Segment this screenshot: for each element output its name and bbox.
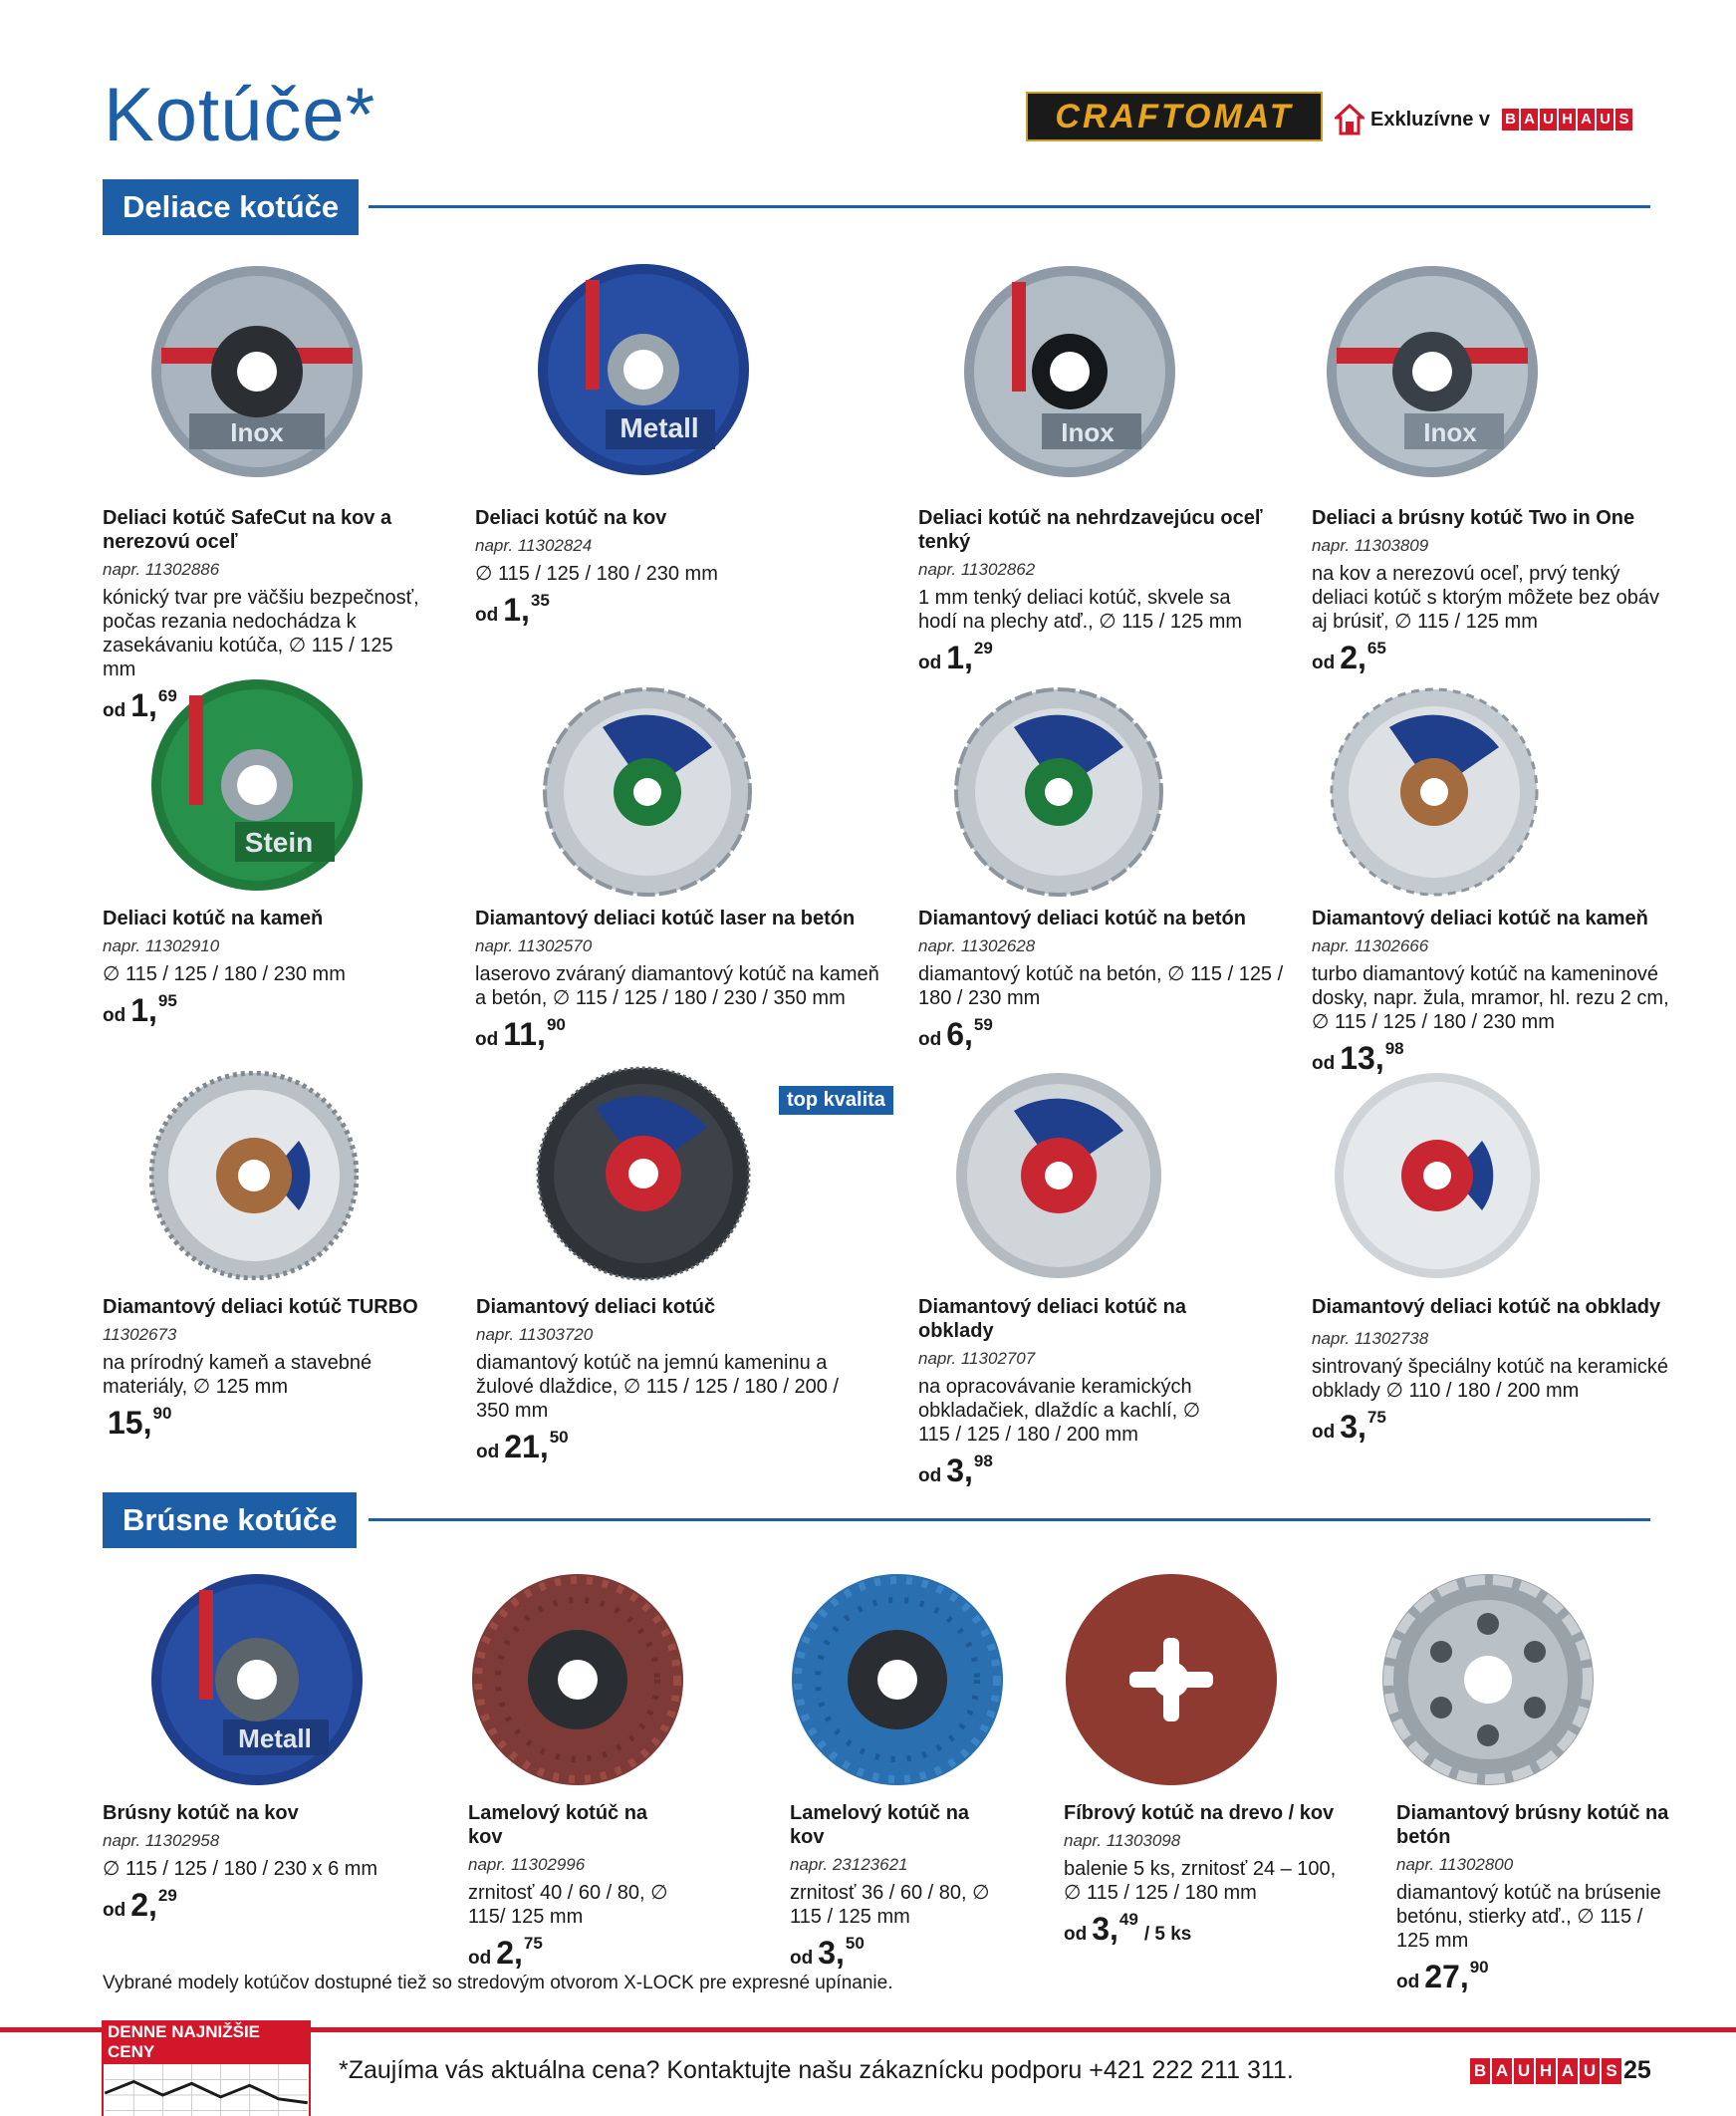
disc-image-diamond-laser	[543, 687, 752, 897]
product-card	[103, 506, 431, 723]
product-description: diamantový kotúč na jemnú kameninu a žulové dlaždice, ∅ 115 / 125 / 180 / 200 / 350 mm	[476, 1352, 839, 1422]
bauhaus-footer-logo: B A U H A U S	[1470, 2058, 1621, 2084]
house-icon	[1335, 104, 1364, 135]
product-name: Deliaci kotúč SafeCut na kov a nerezovú oceľ	[103, 507, 392, 553]
product-price: od 1, 69	[103, 686, 177, 723]
product-code: napr. 11302824	[475, 536, 593, 555]
product-name: Brúsny kotúč na kov	[103, 1802, 299, 1824]
product-name: Lamelový kotúč na kov	[790, 1802, 970, 1848]
product-name: Lamelový kotúč na kov	[468, 1802, 648, 1848]
product-card	[1064, 1801, 1353, 1947]
product-card	[1312, 907, 1680, 1076]
product-price: od 27, 90	[1396, 1958, 1489, 1994]
product-code: napr. 11302738	[1312, 1329, 1429, 1348]
product-description: laserovo zváraný diamantový kotúč na kameň a betón, ∅ 115 / 125 / 180 / 230 / 350 mm	[475, 963, 879, 1009]
disc-label: Inox	[1423, 417, 1477, 447]
product-description: kónický tvar pre väčšiu bezpečnosť, počas rezania nedochádza k zasekávaniu kotúča, ∅ 115 / 125 mm	[103, 587, 419, 680]
product-description: na prírodný kameň a stavebné materiály, ∅ 125 mm	[103, 1352, 372, 1398]
disc-image-obklady-2	[1333, 1071, 1542, 1280]
product-card	[468, 1801, 687, 1971]
exclusive-label: Exkluzívne v	[1370, 108, 1491, 131]
product-description: zrnitosť 40 / 60 / 80, ∅ 115/ 125 mm	[468, 1882, 668, 1928]
disc-label: Stein	[244, 827, 314, 858]
product-price: od 13, 98	[1312, 1039, 1404, 1076]
disc-label: Inox	[230, 417, 284, 447]
product-price: od 3, 49 / 5 ks	[1064, 1910, 1192, 1947]
product-description: sintrovaný špeciálny kotúč na keramické obklady ∅ 110 / 180 / 200 mm	[1312, 1356, 1668, 1402]
product-description: diamantový kotúč na betón, ∅ 115 / 125 / 180 / 230 mm	[918, 963, 1284, 1009]
product-code: napr. 11303720	[476, 1325, 594, 1344]
product-description: na kov a nerezovú oceľ, prvý tenký deliaci kotúč s ktorým môžete bez obáv aj brúsiť, ∅ 115 / 125 mm	[1312, 563, 1660, 633]
disc-image-diamond-beton	[954, 687, 1163, 897]
product-name: Deliaci a brúsny kotúč Two in One	[1312, 507, 1635, 529]
product-card	[918, 506, 1267, 675]
product-name: Deliaci kotúč na kameň	[103, 908, 324, 929]
product-card	[1396, 1801, 1675, 1994]
product-card	[103, 1295, 431, 1441]
product-card	[1312, 1295, 1680, 1445]
product-card	[475, 506, 873, 628]
disc-image-two-in-one	[1325, 264, 1540, 479]
contact-line: *Zaujíma vás aktuálna cena? Kontaktujte našu zákaznícku podporu +421 222 211 311.	[339, 2056, 1294, 2084]
lowest-prices-badge	[102, 2020, 311, 2116]
disc-label: Metall	[238, 1723, 312, 1753]
product-code: napr. 23123621	[790, 1855, 908, 1874]
xlock-note: Vybrané modely kotúčov dostupné tiež so stredovým otvorom X-LOCK pre expresné upínanie.	[103, 1973, 893, 1993]
product-name: Diamantový deliaci kotúč na obklady	[918, 1296, 1186, 1342]
product-description: diamantový kotúč na brúsenie betónu, stierky atď., ∅ 115 / 125 mm	[1396, 1882, 1661, 1952]
section-cutting-discs: Deliace kotúče	[103, 179, 359, 235]
product-card	[1312, 506, 1670, 675]
product-price: od 1, 29	[918, 639, 993, 675]
product-name: Diamantový deliaci kotúč na kameň	[1312, 908, 1648, 929]
product-price: od 1, 95	[103, 991, 177, 1028]
product-code: 11302673	[103, 1325, 177, 1344]
product-name: Diamantový deliaci kotúč na obklady	[1312, 1296, 1661, 1318]
product-description: turbo diamantový kotúč na kameninové dosky, napr. žula, mramor, hl. rezu 2 cm, ∅ 115 / 125 / 180 / 230 mm	[1312, 963, 1669, 1033]
disc-image-lamelovy-hnedy	[470, 1572, 685, 1787]
disc-image-inox-thin	[962, 264, 1177, 479]
disc-image-turbo	[149, 1071, 359, 1280]
section-rule	[369, 205, 1650, 208]
product-price: od 2, 65	[1312, 639, 1386, 675]
product-code: napr. 11302996	[468, 1855, 586, 1874]
product-code: napr. 11302886	[103, 560, 220, 579]
product-name: Diamantový deliaci kotúč na betón	[918, 908, 1246, 929]
product-code: napr. 11302862	[918, 560, 1036, 579]
disc-image-brusny-kov	[149, 1572, 365, 1787]
product-price: od 1, 35	[475, 591, 550, 628]
disc-label: Inox	[1061, 417, 1115, 447]
bauhaus-logo: B A U H A U S	[1502, 109, 1632, 131]
top-quality-badge: top kvalita	[779, 1086, 893, 1115]
craftomat-logo-text: CRAFTOMAT	[1055, 97, 1294, 135]
product-code: napr. 11303809	[1312, 536, 1429, 555]
disc-image-fibrovy	[1064, 1572, 1279, 1787]
disc-image-diamond-brusny	[1380, 1572, 1596, 1787]
product-name: Deliaci kotúč na kov	[475, 507, 667, 529]
product-code: napr. 11302958	[103, 1831, 220, 1850]
product-code: napr. 11302910	[103, 936, 220, 955]
product-card	[918, 1295, 1237, 1488]
product-card	[103, 907, 461, 1028]
product-code: napr. 11302628	[918, 936, 1036, 955]
product-card	[103, 1801, 401, 1923]
exclusive-badge	[1335, 104, 1632, 135]
product-name: Diamantový deliaci kotúč TURBO	[103, 1296, 418, 1318]
disc-image-diamond-kamen	[1330, 687, 1539, 897]
disc-image-metall	[536, 262, 751, 477]
product-description: ∅ 115 / 125 / 180 / 230 x 6 mm	[103, 1858, 378, 1880]
product-description: 1 mm tenký deliaci kotúč, skvele sa hodí na plechy atď., ∅ 115 / 125 mm	[918, 587, 1243, 633]
product-code: napr. 11302800	[1396, 1855, 1514, 1874]
product-card	[476, 1295, 874, 1464]
product-name: Diamantový brúsny kotúč na betón	[1396, 1802, 1669, 1848]
product-description: ∅ 115 / 125 / 180 / 230 mm	[475, 563, 718, 585]
product-name: Deliaci kotúč na nehrdzavejúcu oceľ tenký	[918, 507, 1263, 553]
product-price: od 11, 90	[475, 1015, 566, 1052]
page-number: 25	[1623, 2056, 1651, 2084]
product-card	[918, 907, 1287, 1052]
lowest-prices-label: DENNE NAJNIŽŠIE CENY	[102, 2020, 311, 2064]
product-price: od 3, 50	[790, 1934, 865, 1971]
product-price: od 6, 59	[918, 1015, 993, 1052]
product-name: Diamantový deliaci kotúč	[476, 1296, 716, 1318]
product-price: od 21, 50	[476, 1428, 569, 1464]
product-price: od 2, 29	[103, 1886, 177, 1923]
product-price: od 3, 75	[1312, 1408, 1386, 1445]
product-price: od 3, 98	[918, 1452, 993, 1488]
section-rule	[369, 1518, 1650, 1521]
price-chart-icon	[102, 2064, 311, 2116]
product-description: na opracovávanie keramických obkladačiek, dlaždíc a kachlí, ∅ 115 / 125 / 180 / 200 mm	[918, 1376, 1201, 1446]
product-code: napr. 11302666	[1312, 936, 1429, 955]
product-price: od 2, 75	[468, 1934, 543, 1971]
craftomat-logo	[1026, 92, 1323, 141]
section-grinding-discs: Brúsne kotúče	[103, 1492, 357, 1548]
product-code: napr. 11302570	[475, 936, 593, 955]
product-card	[475, 907, 893, 1052]
disc-label: Metall	[620, 412, 699, 443]
disc-image-lamelovy-modry	[790, 1572, 1005, 1787]
product-price: 15, 90	[108, 1404, 172, 1441]
product-name: Diamantový deliaci kotúč laser na betón	[475, 908, 856, 929]
page-title: Kotúče*	[104, 73, 376, 157]
product-description: balenie 5 ks, zrnitosť 24 – 100, ∅ 115 / 125 / 180 mm	[1064, 1858, 1337, 1904]
product-description: ∅ 115 / 125 / 180 / 230 mm	[103, 963, 346, 985]
product-card	[790, 1801, 1009, 1971]
product-code: napr. 11303098	[1064, 1831, 1181, 1850]
disc-image-diamond-jemna	[536, 1066, 751, 1281]
disc-image-safecut	[149, 264, 365, 479]
disc-image-obklady-1	[954, 1071, 1163, 1280]
product-name: Fíbrový kotúč na drevo / kov	[1064, 1802, 1335, 1824]
product-description: zrnitosť 36 / 60 / 80, ∅ 115 / 125 mm	[790, 1882, 990, 1928]
product-code: napr. 11302707	[918, 1349, 1036, 1368]
